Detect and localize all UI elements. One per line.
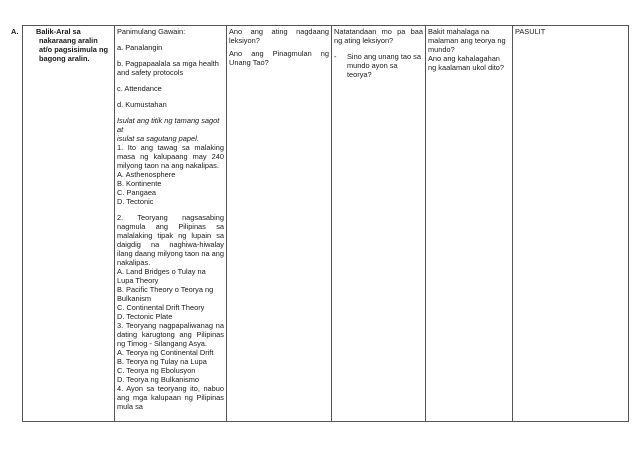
activities-title: Panimulang Gawain: xyxy=(117,27,186,36)
section-heading xyxy=(11,27,112,63)
q3-option-b: B. Teorya ng Tulay na Lupa xyxy=(117,357,207,366)
q2-option-c: C. Continental Drift Theory xyxy=(117,303,205,312)
section-heading-text: Balik-Aral sa nakaraang aralin at/o pagsisimula ng bagong aralin. xyxy=(36,27,108,63)
question-4: 4. Ayon sa teoryang ito, nabuo ang mga kalupaan ng Pilipinas mula sa xyxy=(117,384,224,411)
review-question-2: Ano ang Pinagmulan ng Unang Tao? xyxy=(229,49,329,67)
activity-c: c. Attendance xyxy=(117,84,162,93)
q2-option-d: D. Tectonic Plate xyxy=(117,312,173,321)
q1-option-b: B. Kontinente xyxy=(117,179,162,188)
table-row xyxy=(23,26,629,422)
section-heading-cell xyxy=(11,26,115,422)
q1-option-c: C. Pangaea xyxy=(117,188,157,197)
lesson-plan-table xyxy=(11,25,629,422)
recall-question-1: Natatandaan mo pa baa ng ating leksiyon? xyxy=(334,27,423,45)
instruction-line-1: Isulat ang titik ng tamang sagot at xyxy=(117,116,220,134)
dash-bullet: - xyxy=(334,52,337,61)
question-3: 3. Teoryang nagpapaliwanag na dating karugtong ang Pilipinas ng Timog - Silangang Asya. xyxy=(117,321,224,348)
importance-question-2: Ano ang kahalagahan ng kaalaman ukol dito? xyxy=(428,54,505,72)
importance-question-1: Bakit mahalaga na malaman ang teorya ng mundo? xyxy=(428,27,506,54)
recall-bullet-item xyxy=(334,52,423,79)
instruction-line-2: isulat sa sagutang papel. xyxy=(117,134,199,143)
q3-option-d: D. Teorya ng Bulkanismo xyxy=(117,375,200,384)
q3-option-c: C. Teorya ng Ebolusyon xyxy=(117,366,196,375)
section-letter: A. xyxy=(11,27,19,36)
review-question-1: Ano ang ating nagdaang leksiyon? xyxy=(229,27,329,45)
quiz-cell xyxy=(513,26,629,422)
activity-a: a. Panalangin xyxy=(117,43,163,52)
q2-option-a: A. Land Bridges o Tulay na Lupa Theory xyxy=(117,267,206,285)
recall-questions-cell xyxy=(332,26,426,422)
importance-questions-cell xyxy=(426,26,513,422)
q1-option-a: A. Asthenosphere xyxy=(117,170,176,179)
activity-d: d. Kumustahan xyxy=(117,100,167,109)
quiz-label: PASULIT xyxy=(515,27,546,36)
q2-option-b: B. Pacific Theory o Teorya ng Bulkanism xyxy=(117,285,214,303)
question-2: 2. Teoryang nagsasabing nagmula ang Pilipinas sa malalaking tipak ng lupain sa daigdig na naghiwa-hiwalay ilang daang milyong taon na ang nakalipas. xyxy=(117,213,224,267)
activity-b: b. Pagpapaalala sa mga health and safety protocols xyxy=(117,59,219,77)
recall-question-2: Sino ang unang tao sa mundo ayon sa teorya? xyxy=(347,52,421,79)
instruction-text xyxy=(117,116,224,143)
activities-cell xyxy=(115,26,227,422)
question-1: 1. Ito ang tawag sa malaking masa ng kalupaang may 240 milyong taon na ang nakalipas. xyxy=(117,143,224,170)
q1-option-d: D. Tectonic xyxy=(117,197,154,206)
q3-option-a: A. Teorya ng Continental Drift xyxy=(117,348,214,357)
review-questions-cell xyxy=(227,26,332,422)
